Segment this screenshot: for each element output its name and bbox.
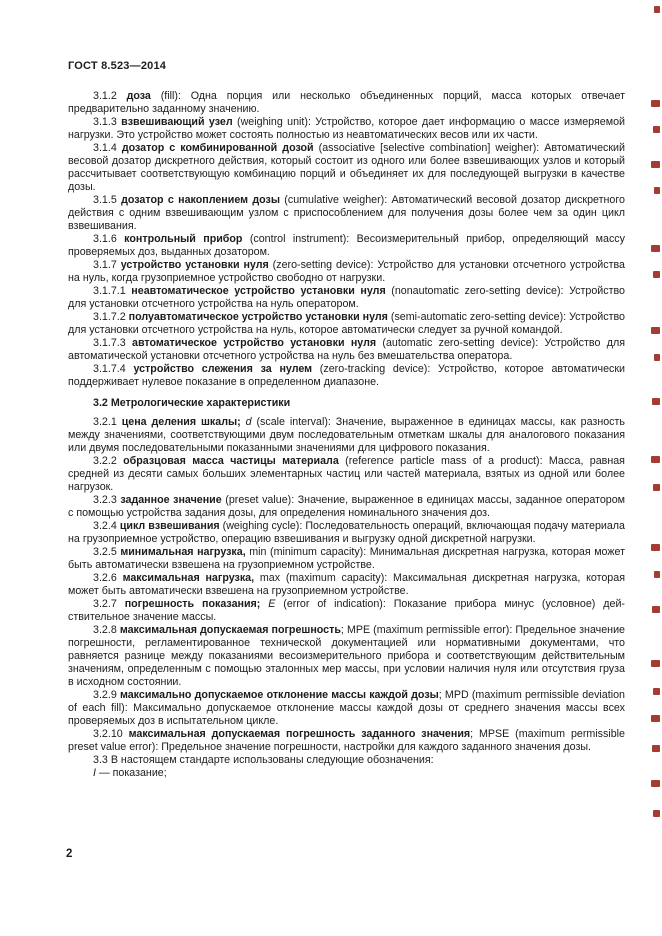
- body-text: 3.2.9: [93, 689, 120, 701]
- paragraph: [68, 142, 625, 194]
- paragraph: [68, 754, 625, 767]
- scan-artifact-mark: [654, 187, 660, 194]
- term-text: заданное значение: [120, 494, 222, 506]
- paragraph: [68, 285, 625, 311]
- page-number: 2: [66, 848, 73, 860]
- term-text: дозатор с комбинированной дозой: [121, 142, 314, 154]
- term-text: неавтоматическое устройство установки нуля: [131, 285, 386, 297]
- symbol-text: E: [268, 598, 276, 610]
- scan-artifact-mark: [653, 688, 660, 695]
- paragraph: [68, 233, 625, 259]
- body-text: 3.1.4: [93, 142, 122, 154]
- symbol-text: I: [93, 767, 96, 779]
- scan-artifact-mark: [651, 456, 660, 463]
- body-text: (reference particle mass of a product): Масса, равная средней из десяти самых больших элементарных частиц или частей материала, взятых из одной или более нагрузок.: [68, 455, 625, 493]
- body-text: 3.1.3: [93, 116, 122, 128]
- paragraph: [68, 520, 625, 546]
- document-body: [68, 73, 625, 780]
- body-text: (nonautomatic zero-setting device): Устройство для установки отсчетного устройства на нуль оператором.: [68, 285, 625, 310]
- scan-artifact-mark: [653, 126, 660, 133]
- body-text: (error of indication): Показание прибора минус (условное) действительное значение массы.: [68, 598, 625, 623]
- paragraph: [68, 363, 625, 389]
- body-text: (zero-tracking device): Устройство, которое автоматически поддерживает нулевое показание в определенном диапазоне.: [68, 363, 626, 388]
- scan-artifact-mark: [651, 780, 660, 787]
- body-text: (weighing unit): Устройство, которое дает информацию о массе измеряемой нагрузки. Это устройство может состоять полностью из неавтоматических весов или их части.: [68, 116, 625, 141]
- body-text: (fill): Одна порция или несколько объединенных порций, масса которых отвечает предварительно заданному значению.: [68, 90, 625, 115]
- body-text: 3.3 В настоящем стандарте использованы следующие обозначения:: [93, 754, 434, 766]
- body-text: 3.2.4: [93, 520, 120, 532]
- term-text: доза: [126, 90, 151, 102]
- scan-artifact-mark: [651, 100, 660, 107]
- scan-artifact-mark: [653, 810, 660, 817]
- term-text: 3.2 Метрологические характеристики: [93, 397, 291, 409]
- paragraph: [68, 311, 625, 337]
- body-text: 3.1.7.2: [93, 311, 129, 323]
- paragraph: [68, 546, 625, 572]
- body-text: max (maximum capacity): Максимальная дискретная нагрузка, которая может быть автоматически взвешена на грузоприемном устройстве.: [68, 572, 625, 597]
- paragraph: [68, 416, 625, 455]
- body-text: ; MPD (maximum permissible deviation of each fill): Максимально допускаемое отклонение массы каждой дозы от среднего значения массы всех проверяемых доз в испытательном цикле.: [68, 689, 625, 727]
- scan-artifact-mark: [651, 544, 660, 551]
- body-text: 3.1.5: [93, 194, 122, 206]
- body-text: (preset value): Значение, выраженное в единицах массы, заданное оператором с помощью устройства задания дозы, для определения номинального значения доз.: [68, 494, 625, 519]
- term-text: полуавтоматическое устройство установки нуля: [128, 311, 388, 323]
- scan-artifact-mark: [651, 660, 660, 667]
- paragraph: [68, 767, 625, 780]
- scan-artifact-mark: [654, 6, 660, 13]
- body-text: 3.1.7: [93, 259, 121, 271]
- body-text: 3.2.7: [93, 598, 125, 610]
- term-text: устройство установки нуля: [120, 259, 269, 271]
- body-text: (weighing cycle): Последовательность операций, включающая подачу материала на грузоприемное устройство, операцию взвешивания и выгрузку одной дискретной нагрузки.: [68, 520, 625, 545]
- body-text: 3.2.6: [93, 572, 123, 584]
- term-text: погрешность показания;: [124, 598, 261, 610]
- paragraph: [68, 689, 625, 728]
- paragraph: [68, 624, 625, 689]
- term-text: дозатор с накоплением дозы: [121, 194, 280, 206]
- scan-artifact-mark: [653, 484, 660, 491]
- paragraph: [68, 598, 625, 624]
- body-text: 3.2.5: [93, 546, 121, 558]
- body-text: 3.2.3: [93, 494, 121, 506]
- body-text: (zero-setting device): Устройство для установки отсчетного устройства на нуль, когда грузоприемное устройство свободно от нагрузки.: [68, 259, 625, 284]
- body-text: 3.2.10: [93, 728, 129, 740]
- body-text: (associative [selective combination] weigher): Автоматический весовой дозатор дискретного действия, который состоит из одного или более взвешивающих узлов и который рассчитывает соответствующую комбинацию порций и объединяет их для последующей выгрузки в качестве дозы.: [68, 142, 625, 193]
- body-text: 3.1.7.4: [93, 363, 134, 375]
- paragraph: [68, 116, 625, 142]
- paragraph: [68, 259, 625, 285]
- body-text: 3.1.7.3: [93, 337, 132, 349]
- document-number: ГОСТ 8.523—2014: [68, 60, 167, 72]
- body-text: (semi-automatic zero-setting device): Устройство для установки отсчетного устройства на нуль, которое автоматически следует за ручной командой.: [68, 311, 625, 336]
- term-text: контрольный прибор: [124, 233, 243, 245]
- scan-artifact-mark: [654, 354, 660, 361]
- body-text: min (minimum capacity): Минимальная дискретная нагрузка, которая может быть автоматически взвешена на грузоприемном устройстве.: [68, 546, 626, 571]
- paragraph: [68, 572, 625, 598]
- paragraph: [68, 337, 625, 363]
- term-text: устройство слежения за нулем: [133, 363, 313, 375]
- scan-artifact-mark: [652, 745, 660, 752]
- body-text: 3.2.8: [93, 624, 120, 636]
- body-text: ; MPE (maximum permissible error): Предельное значение погрешности, регламентированное технической документацией или нормативными документами, что равняется разнице между показаниями весоизмерительного прибора и соответствующим действительным значениям, определенным с помощью эталонных мер массы, при условии наличия нуля или отсутствия груза в исходном состоянии.: [68, 624, 625, 688]
- body-text: 3.2.1: [93, 416, 122, 428]
- body-text: — показание;: [95, 767, 167, 779]
- paragraph: [68, 494, 625, 520]
- body-text: 3.2.2: [93, 455, 124, 467]
- body-text: 3.1.7.1: [93, 285, 132, 297]
- scan-artifact-mark: [653, 271, 660, 278]
- scan-artifact-mark: [651, 245, 660, 252]
- scan-artifact-mark: [651, 161, 660, 168]
- paragraph: [68, 90, 625, 116]
- scan-artifact-mark: [652, 398, 660, 405]
- term-text: максимальная нагрузка,: [122, 572, 255, 584]
- body-text: (cumulative weigher): Автоматический весовой дозатор дискретного действия с одним взвешивающим узлом с приспособлением для получения дозы более чем за один цикл взвешивания.: [68, 194, 625, 232]
- term-text: цена деления шкалы;: [121, 416, 241, 428]
- body-text: (scale interval): Значение, выраженное в единицах массы, как разность между значениями, соответствующими двум последовательным отметкам шкалы для аналогового показания или двумя последовательными показанными значениями для цифрового показания.: [68, 416, 625, 454]
- paragraph: [68, 728, 625, 754]
- scan-artifact-mark: [654, 571, 660, 578]
- body-text: (control instrument): Весоизмерительный прибор, определяющий массу проверяемых доз, выданных дозатором.: [68, 233, 625, 258]
- body-text: 3.1.2: [93, 90, 127, 102]
- term-text: максимально допускаемое отклонение массы каждой дозы: [119, 689, 439, 701]
- term-text: взвешивающий узел: [121, 116, 233, 128]
- paragraph: [68, 455, 625, 494]
- scan-artifact-mark: [651, 715, 660, 722]
- scan-artifact-mark: [651, 327, 660, 334]
- term-text: цикл взвешивания: [119, 520, 220, 532]
- body-text: ; MPSE (maximum permissible preset value error): Предельное значение погрешности, настройки для каждого заданного значения дозы.: [68, 728, 625, 753]
- symbol-text: d: [245, 416, 252, 428]
- term-text: автоматическое устройство установки нуля: [132, 337, 377, 349]
- document-header: [68, 60, 166, 72]
- paragraph: [68, 194, 625, 233]
- body-text: (automatic zero-setting device): Устройство для автоматической установки отсчетного устройства на нуль без вмешательства оператора.: [68, 337, 625, 362]
- section-heading: [68, 397, 625, 410]
- term-text: образцовая масса частицы материала: [123, 455, 339, 467]
- term-text: максимальная допускаемая погрешность: [119, 624, 341, 636]
- term-text: максимальная допускаемая погрешность заданного значения: [128, 728, 471, 740]
- term-text: минимальная нагрузка,: [120, 546, 246, 558]
- scan-artifact-mark: [652, 606, 660, 613]
- document-footer: [66, 848, 72, 860]
- body-text: 3.1.6: [93, 233, 125, 245]
